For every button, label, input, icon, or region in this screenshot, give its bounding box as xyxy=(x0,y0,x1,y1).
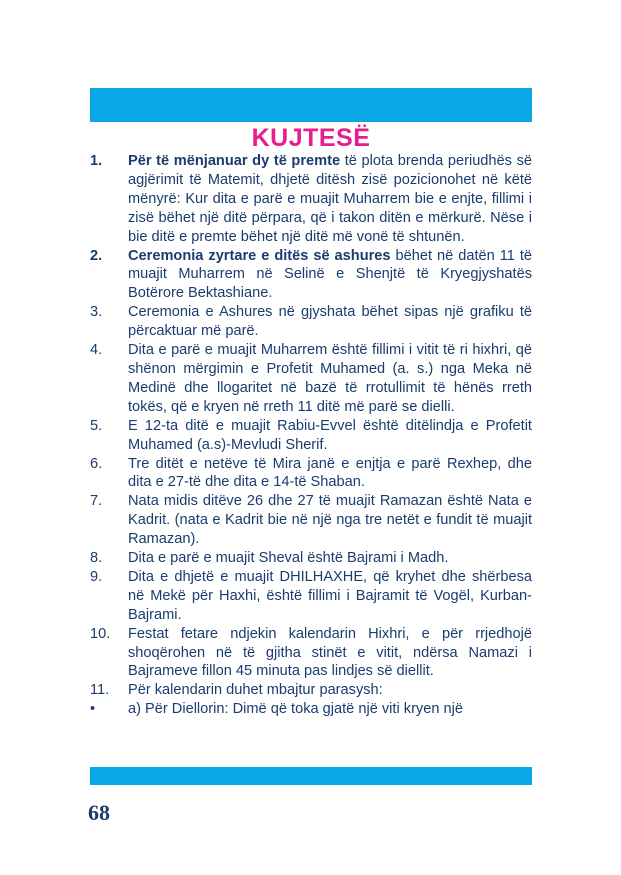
list-item xyxy=(90,303,532,341)
item-text: Dita e parë e muajit Muharrem është fillimi i vitit të ri hixhri, që shënon mërgimin e Profetit Muhamed (a. s.) nga Meka në Medinë dhe llogaritet në bazë të rrotullimit të hënës rreth tokës, që e kryen në rreth 11 ditë më parë se dielli. xyxy=(128,342,532,415)
page-number: 68 xyxy=(88,800,110,825)
item-text: Për kalendarin duhet mbajtur parasysh: xyxy=(128,682,383,699)
list-item xyxy=(90,247,532,304)
item-number: 5. xyxy=(90,417,103,434)
item-number: 2. xyxy=(90,247,103,264)
footer-bar xyxy=(90,767,532,785)
list-item xyxy=(90,625,532,682)
list-item xyxy=(90,152,532,247)
item-number: 3. xyxy=(90,304,103,321)
item-number: 8. xyxy=(90,550,103,567)
list-item xyxy=(90,455,532,493)
item-number: 6. xyxy=(90,455,103,472)
item-number: 10. xyxy=(90,625,111,642)
item-number: 9. xyxy=(90,568,103,585)
item-text: Tre ditët e netëve të Mira janë e enjtja e parë Rexhep, dhe dita e 27-të dhe dita e 14-të Shaban. xyxy=(128,455,532,491)
list-item xyxy=(90,341,532,417)
item-text: a) Për Diellorin: Dimë që toka gjatë një viti kryen një xyxy=(128,701,463,718)
item-text: Ceremonia e Ashures në gjyshata bëhet sipas një grafiku të përcaktuar më parë. xyxy=(128,304,532,340)
header-bar xyxy=(90,88,532,122)
item-text: Dita e dhjetë e muajit DHILHAXHE, që kryhet dhe shërbesa në Mekë për Haxhi, është fillimi i Bajramit të Vogël, Kurban-Bajrami. xyxy=(128,568,532,623)
list-item xyxy=(90,549,532,568)
item-number: 7. xyxy=(90,493,103,510)
item-text: Nata midis ditëve 26 dhe 27 të muajit Ramazan është Nata e Kadrit. (nata e Kadrit bie në një nga tre netët e fundit të muajit Ramazan). xyxy=(128,493,532,548)
bullet-icon: • xyxy=(90,701,96,718)
list-item xyxy=(90,417,532,455)
item-text: të plota brenda periudhës së agjërimit të Matemit, dhjetë ditësh zisë pozicionohet në këtë mënyrë: Kur dita e parë e muajit Muharrem bie e enjte, fillimi i zisë bëhet një ditë përpara, që i takon ditën e mërkurë. Nëse i bie ditë e premte bëhet një ditë më vonë të shtunën. xyxy=(128,153,532,245)
reminder-list xyxy=(90,152,532,719)
item-text: Festat fetare ndjekin kalendarin Hixhri, e për rrjedhojë shoqërohen në të gjitha stinët e vitit, ndërsa Namazi i Bajrameve fillon 45 minuta pas lindjes së diellit. xyxy=(128,625,532,680)
page-title: KUJTESË xyxy=(251,124,371,152)
item-number: 4. xyxy=(90,342,103,359)
item-lead: Ceremonia zyrtare e ditës së ashures xyxy=(128,247,391,264)
list-item xyxy=(90,700,532,719)
list-item xyxy=(90,568,532,625)
item-number: 1. xyxy=(90,153,103,169)
item-text: Dita e parë e muajit Sheval është Bajrami i Madh. xyxy=(128,550,449,567)
item-number: 11. xyxy=(90,682,110,699)
item-lead: Për të mënjanuar dy të premte xyxy=(128,153,341,169)
list-item xyxy=(90,492,532,549)
item-text: bëhet në datën 11 të muajit Muharrem në Selinë e Shenjtë të Kryegjyshatës Botërore Bektashiane. xyxy=(128,247,532,302)
item-text: E 12-ta ditë e muajit Rabiu-Evvel është ditëlindja e Profetit Muhamed (a.s)-Mevludi Sherif. xyxy=(128,417,532,453)
list-item xyxy=(90,681,532,700)
